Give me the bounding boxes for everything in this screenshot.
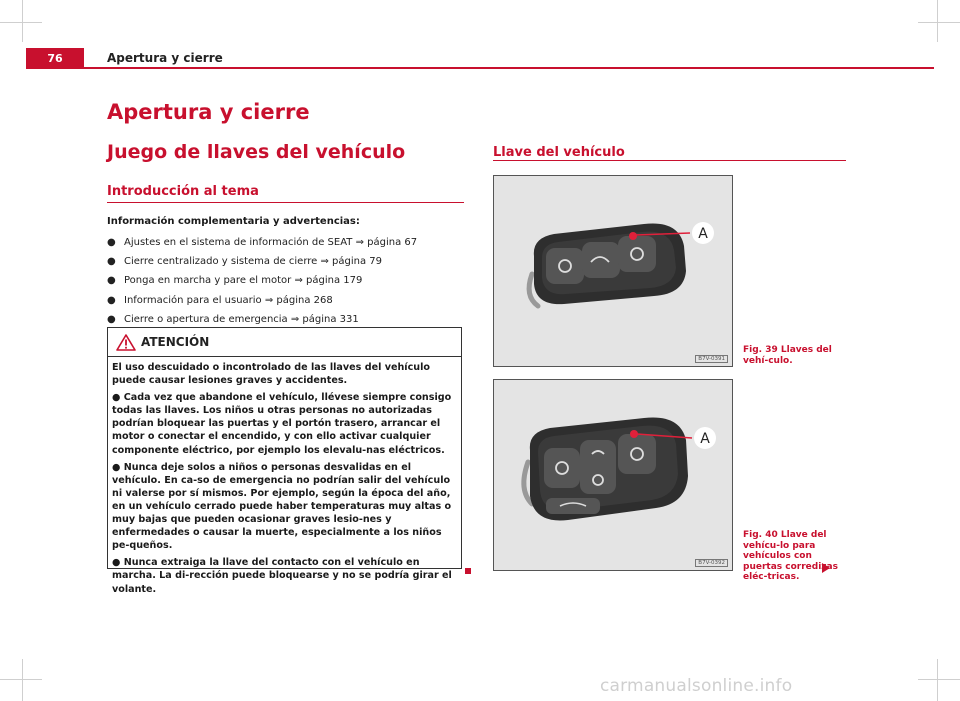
subsection-rule <box>107 202 464 203</box>
continue-arrow-icon <box>822 563 830 573</box>
bullet-icon: ● <box>107 294 116 306</box>
intro-lead: Información complementaria y advertencias: <box>107 216 360 227</box>
figure-code: B7V-0391 <box>695 355 728 363</box>
chapter-title: Apertura y cierre <box>107 100 310 124</box>
crop-mark <box>22 659 23 701</box>
warning-title: ATENCIÓN <box>141 335 210 349</box>
watermark: carmanualsonline.info <box>600 676 793 696</box>
bullet-icon: ● <box>107 313 116 325</box>
warning-paragraph: ● Nunca deje solos a niños o personas desvalidas en el vehículo. En ca-so de emergencia no podrían salir del vehículo ni valerse por sí mismos. Por ejemplo, según la época del año, en un vehículo cerrado puede haber temperaturas muy altas o muy bajas que pueden ocasionar graves lesio-nes y enfermedades o causar la muerte, especialmente a los niños pe-queños. <box>112 461 452 552</box>
figure-code: B7V-0392 <box>695 559 728 567</box>
header-rule <box>84 67 934 69</box>
list-item: ● Ajustes en el sistema de información de SEAT ⇒ página 67 <box>107 233 467 252</box>
reference-list <box>107 233 467 329</box>
crop-mark <box>918 679 960 680</box>
car-key-illustration <box>494 176 732 366</box>
figure-caption: Fig. 40 Llave del vehícu-lo para vehículos con puertas corredizas eléc-tricas. <box>743 530 838 582</box>
crop-mark <box>937 0 938 42</box>
figure-caption: Fig. 39 Llaves del vehí-culo. <box>743 345 832 366</box>
crop-mark <box>937 659 938 701</box>
section-title: Juego de llaves del vehículo <box>107 141 406 163</box>
figure-car-key-sliding-doors <box>493 379 733 571</box>
crop-mark <box>0 22 42 23</box>
bullet-icon: ● <box>107 275 116 287</box>
figure-callout-label: A <box>700 431 710 447</box>
crop-mark <box>0 679 42 680</box>
list-item: ● Información para el usuario ⇒ página 268 <box>107 291 467 310</box>
warning-paragraph: El uso descuidado o incontrolado de las llaves del vehículo puede causar lesiones graves y accidentes. <box>112 362 430 387</box>
crop-mark <box>918 22 960 23</box>
figure-section-title: Llave del vehículo <box>493 145 625 160</box>
warning-header <box>108 328 461 357</box>
section-end-mark <box>465 568 471 574</box>
bullet-icon: ● <box>107 256 116 268</box>
warning-box <box>107 327 462 595</box>
page-number: 76 <box>26 48 84 69</box>
list-item: ● Cierre o apertura de emergencia ⇒ página 331 <box>107 310 467 329</box>
list-item: ● Cierre centralizado y sistema de cierre ⇒ página 79 <box>107 252 467 271</box>
figure-section-rule <box>493 160 846 161</box>
warning-body <box>108 357 461 596</box>
warning-paragraph: ● Nunca extraiga la llave del contacto con el vehículo en marcha. La di-rección puede bloquearse y no se podría girar el volante. <box>112 557 452 595</box>
warning-triangle-icon <box>116 334 136 351</box>
figure-car-keys <box>493 175 733 367</box>
subsection-title: Introducción al tema <box>107 184 259 199</box>
crop-mark <box>22 0 23 42</box>
bullet-icon: ● <box>107 237 116 248</box>
list-item: ● Ponga en marcha y pare el motor ⇒ página 179 <box>107 271 467 290</box>
warning-paragraph: ● Cada vez que abandone el vehículo, llévese siempre consigo todas las llaves. Los niños u otras personas no autorizadas podrían bloquear las puertas y el portón trasero, arrancar el motor o conectar el encendido, y con ello activar cualquier componente eléctrico, por ejemplo los elevalu-nas eléctricos. <box>112 392 452 456</box>
car-key-sliding-doors-illustration <box>494 380 732 570</box>
figure-callout-label: A <box>698 226 708 242</box>
running-header: Apertura y cierre <box>107 51 223 65</box>
